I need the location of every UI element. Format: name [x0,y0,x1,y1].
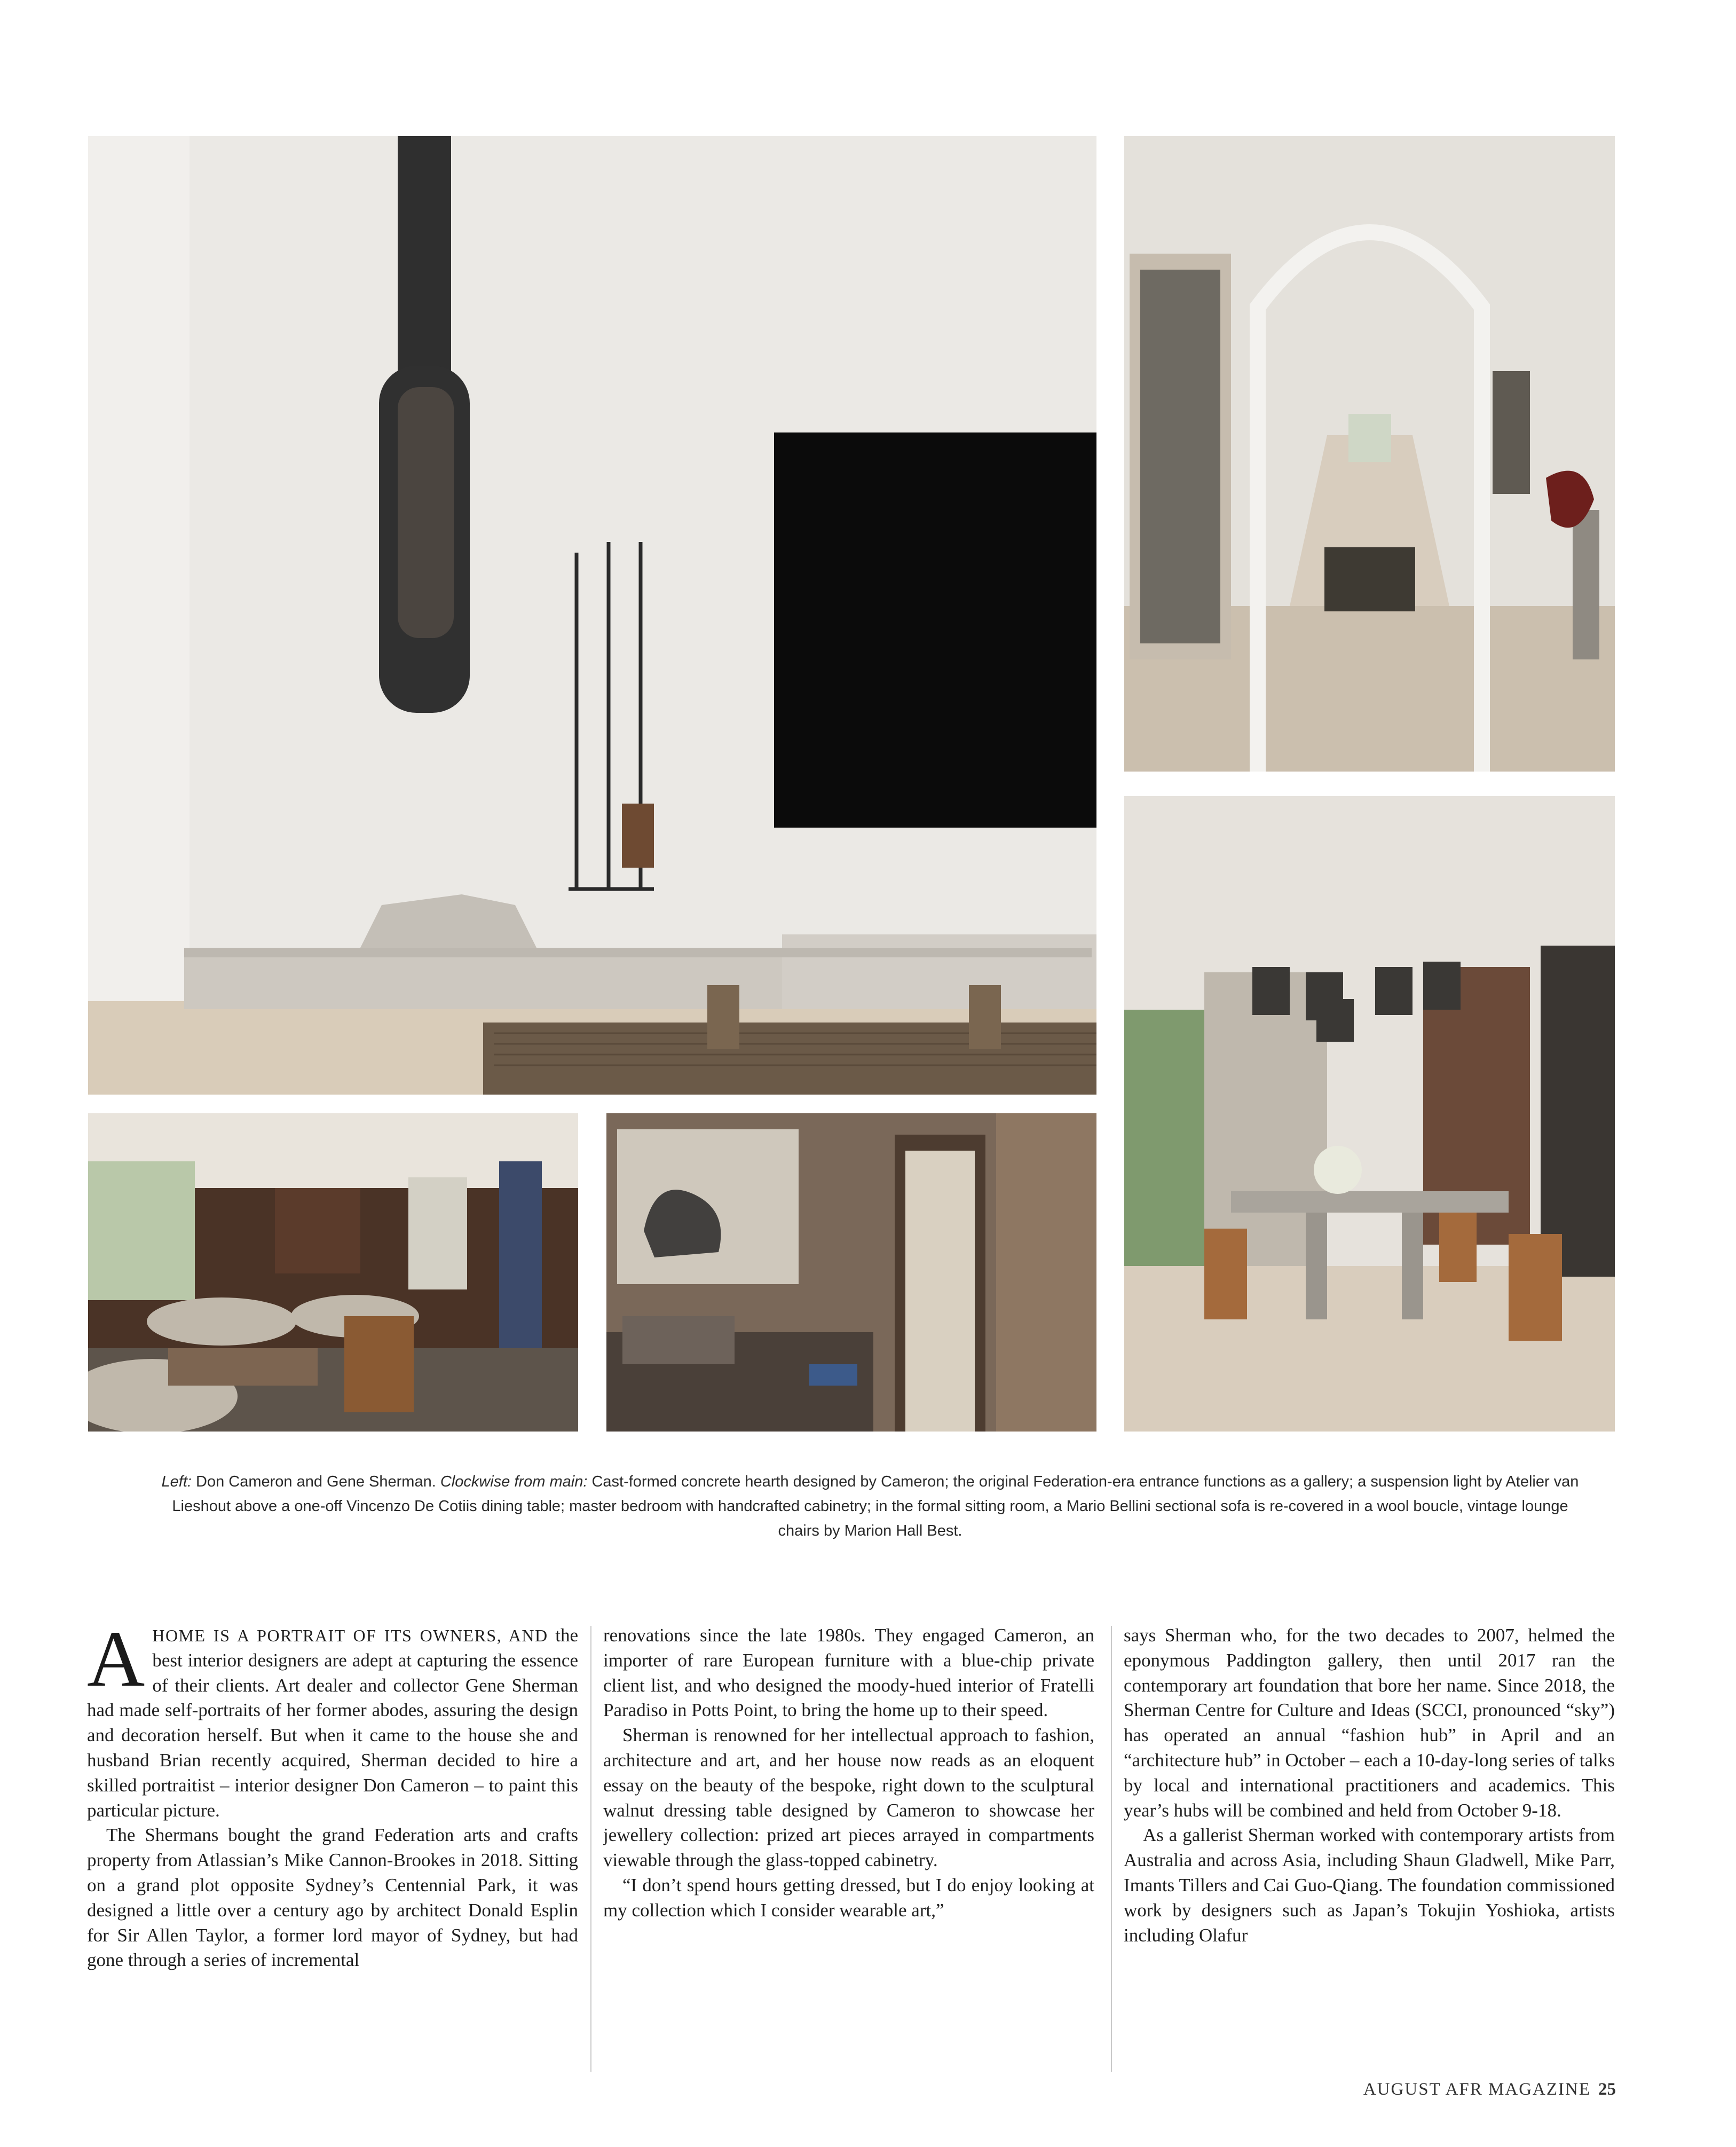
photo-formal-sitting-room [88,1113,578,1432]
caption-clockwise-label: Clockwise from main: [440,1473,588,1490]
caption-left-text: Don Cameron and Gene Sherman. [191,1473,440,1490]
column-divider [1111,1626,1112,2072]
article-column-3 [1124,1623,1615,2072]
paragraph-5: “I don’t spend hours getting dressed, but I do enjoy looking at my collection which I consider wearable art,” [603,1874,1094,1921]
lead-in: HOME IS A PORTRAIT OF ITS OWNERS, AND [152,1626,548,1645]
folio-magazine: AFR MAGAZINE [1445,2080,1591,2099]
caption-body: Cast-formed concrete hearth designed by Cameron; the original Federation-era entrance functions as a gallery; a suspension light by Atelier van Lieshout above a one-off Vincenzo De Cotiis dining table; master bedroom with handcrafted cabinetry; in the formal sitting room, a Mario Bellini sectional sofa is re-covered in a wool boucle, vintage lounge chairs by Marion Hall Best. [172,1473,1579,1539]
page-folio [1363,2080,1616,2099]
paragraph-4: Sherman is renowned for her intellectual approach to fashion, architecture and art, and her house now reads as an eloquent essay on the beauty of the bespoke, right down to the sculptural walnut dressing table designed by Cameron to showcase her jewellery collection: prized art pieces arrayed in compartments viewable through the glass-topped cabinetry. [603,1725,1094,1871]
paragraph-1: the best interior designers are adept at capturing the essence of their clients. Art dealer and collector Gene Sherman had made self-portraits of her former abodes, assuring the design and decoration herself. But when it came to the house she and husband Brian recently acquired, Sherman decided to hire a skilled portraitist – interior designer Don Cameron – to paint this particular picture. [87,1625,578,1821]
column-divider [590,1626,591,2072]
paragraph-2: The Shermans bought the grand Federation arts and crafts property from Atlassian’s Mike Cannon-Brookes in 2018. Sitting on a grand plot opposite Sydney’s Centennial Park, it was designed a little over a century ago by architect Donald Esplin for Sir Allen Taylor, a former lord mayor of Sydney, but had gone through a series of incremental [87,1824,578,1971]
photo-master-bedroom [606,1113,1096,1432]
page-number: 25 [1598,2080,1616,2099]
paragraph-6: says Sherman who, for the two decades to 2007, helmed the eponymous Paddington gallery, then until 2017 ran the contemporary art foundation that bore her name. Since 2018, the Sherman Centre for Culture and Ideas (SCCI, pronounced “sky”) has operated an annual “fashion hub” in April and an “architecture hub” in October – each a 10-day-long series of talks by local and international practitioners and academics. This year’s hubs will be combined and held from October 9-18. [1124,1625,1615,1821]
article-paragraph [87,1623,578,1823]
folio-month: AUGUST [1363,2080,1441,2099]
photo-entrance-gallery [1124,136,1615,772]
photo-caption [149,1469,1591,1543]
photo-fireplace-hearth [88,136,1096,1095]
drop-cap: A [87,1623,145,1703]
photo-dining-room [1124,796,1615,1432]
caption-left-label: Left: [161,1473,192,1490]
article-column-2 [603,1623,1094,2072]
article-column-1 [87,1623,578,2072]
paragraph-3: renovations since the late 1980s. They engaged Cameron, an importer of rare European furniture with a blue-chip private client list, and who designed the moody-hued interior of Fratelli Paradiso in Potts Point, to bring the home up to their speed. [603,1625,1094,1721]
paragraph-7: As a gallerist Sherman worked with contemporary artists from Australia and across Asia, including Shaun Gladwell, Mike Parr, Imants Tillers and Cai Guo-Qiang. The foundation commissioned work by designers such as Japan’s Tokujin Yoshioka, artists including Olafur [1124,1824,1615,1946]
